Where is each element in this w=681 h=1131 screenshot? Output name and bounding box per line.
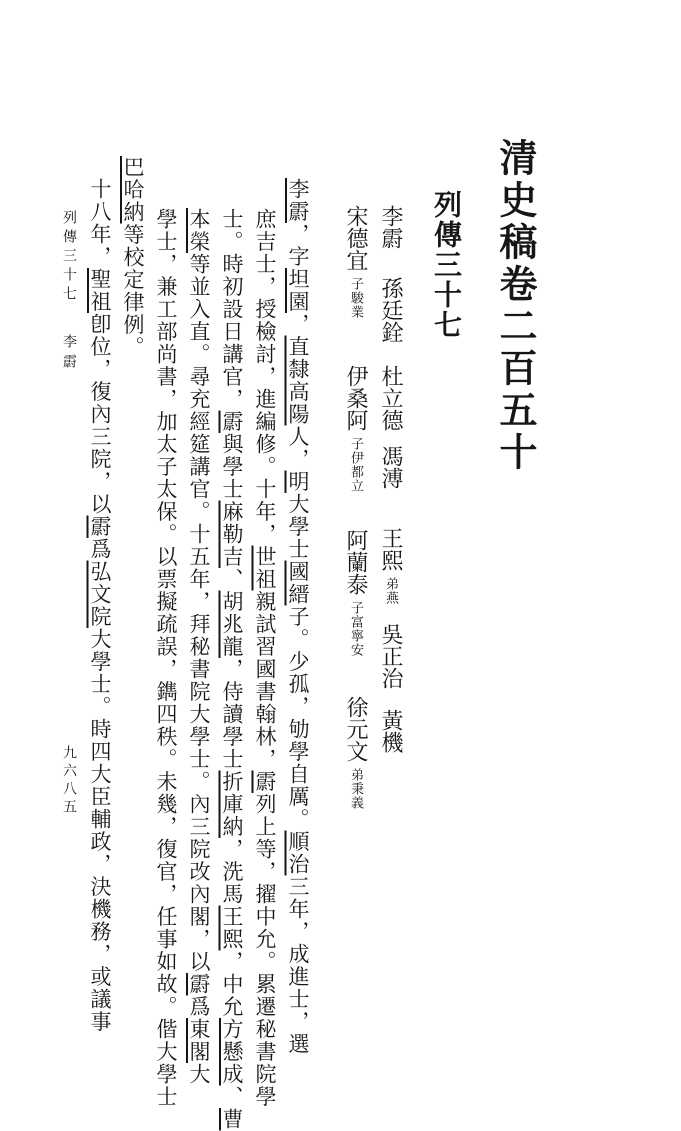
biography-name: 王熙弟燕 (378, 527, 403, 605)
proper-name-mark: 霨 (220, 410, 244, 433)
text-segment: 與學士 (220, 433, 244, 501)
biography-note: 弟秉義 (348, 768, 363, 810)
text-segment: 庶吉士，授檢討，進編修。十年， (253, 208, 277, 546)
text-segment: ，洗馬 (220, 838, 244, 906)
biography-name: 伊桑阿子伊都立 (343, 365, 368, 493)
text-segment: 親試習國書翰林， (253, 590, 277, 771)
text-segment: 三年，成進士，選 (286, 875, 310, 1056)
biography-name: 李霨 (378, 205, 403, 249)
running-head-name: 李霨 (61, 334, 77, 374)
proper-name-mark: 王熙 (220, 905, 244, 951)
body-text-column (188, 208, 209, 1086)
biography-name: 孫廷銓 (378, 277, 403, 343)
text-segment: 、 (220, 1085, 244, 1108)
text-segment: ，字 (286, 223, 310, 268)
running-head: 列傳三十七 (61, 210, 77, 305)
page-number: 九六八五 (61, 745, 77, 817)
biography-name: 阿蘭泰子富寧安 (343, 529, 368, 657)
proper-name-mark: 霨 (253, 770, 277, 793)
text-segment: 爲 (88, 538, 112, 561)
biography-name: 馮溥 (378, 445, 403, 489)
biography-note: 子伊都立 (348, 437, 363, 493)
text-segment: 十八年， (88, 178, 112, 268)
proper-name-mark: 聖祖 (88, 268, 112, 313)
body-text-column (287, 178, 308, 1056)
proper-name-mark: 東閣 (187, 1018, 211, 1063)
volume-title: 清史稿卷二百五十 (493, 138, 538, 474)
text-segment: 人， (286, 425, 310, 471)
biography-note: 子富寧安 (348, 601, 363, 657)
body-text-column (221, 208, 242, 1131)
biography-name: 徐元文弟秉義 (343, 696, 368, 810)
text-segment: ，中允 (220, 950, 244, 1018)
biography-name: 杜立德 (378, 365, 403, 431)
proper-name-mark: 麻勒吉 (220, 500, 244, 568)
text-segment: 學士，兼工部尚書，加太子太保。以票擬疏誤，鐫四秩。未幾，復官，任事如故。偕大學士 (154, 208, 178, 1108)
biography-note: 弟燕 (383, 577, 398, 605)
proper-name-mark: 順治 (286, 830, 310, 876)
biography-name: 宋德宜子駿業 (343, 205, 368, 319)
body-text-column (122, 156, 143, 359)
biography-name: 黃機 (378, 709, 403, 753)
text-segment: 子。少孤，劬學自厲。 (286, 605, 310, 831)
proper-name-mark: 弘文院 (88, 560, 112, 628)
proper-name-mark: 明 (286, 470, 310, 493)
text-segment: 大 (187, 1063, 211, 1086)
text-segment: ， (286, 313, 310, 336)
proper-name-mark: 巴哈納 (121, 156, 145, 224)
proper-name-mark: 李霨 (286, 178, 310, 223)
text-segment: 列上等，擢中允。累遷秘書院學 (253, 793, 277, 1108)
text-segment: 士。時初設日講官， (220, 208, 244, 411)
proper-name-mark: 本榮 (187, 208, 211, 253)
text-segment: 、 (220, 568, 244, 591)
text-segment: 卽位，復內三院，以 (88, 313, 112, 516)
body-text-column (89, 178, 110, 1033)
body-text-column (254, 208, 275, 1108)
text-segment: 等校定律例。 (121, 223, 145, 359)
proper-name-mark: 方懸成 (220, 1018, 244, 1086)
proper-name-mark: 霨 (187, 973, 211, 996)
biography-name: 吳正治 (378, 623, 403, 689)
proper-name-mark: 霨 (88, 515, 112, 538)
proper-name-mark: 國縉 (286, 560, 310, 606)
proper-name-mark: 折庫納 (220, 770, 244, 838)
body-text-column (155, 208, 176, 1108)
biography-note: 子駿業 (348, 277, 363, 319)
text-segment: 大學士。時四大臣輔政，決機務，或議事 (88, 628, 112, 1033)
proper-name-mark: 坦園 (286, 268, 310, 313)
proper-name-mark: 曹 (220, 1108, 244, 1131)
text-segment: 大學士 (286, 493, 310, 561)
proper-name-mark: 世祖 (253, 545, 277, 591)
text-segment: ，侍讀學士 (220, 658, 244, 771)
text-segment: 爲 (187, 995, 211, 1018)
section-title: 列傳三十七 (430, 190, 463, 340)
proper-name-mark: 直隸高陽 (286, 335, 310, 426)
text-segment: 等並入直。尋充經筵講官。十五年，拜秘書院大學士。內三院改內閣，以 (187, 253, 211, 973)
proper-name-mark: 胡兆龍 (220, 590, 244, 658)
